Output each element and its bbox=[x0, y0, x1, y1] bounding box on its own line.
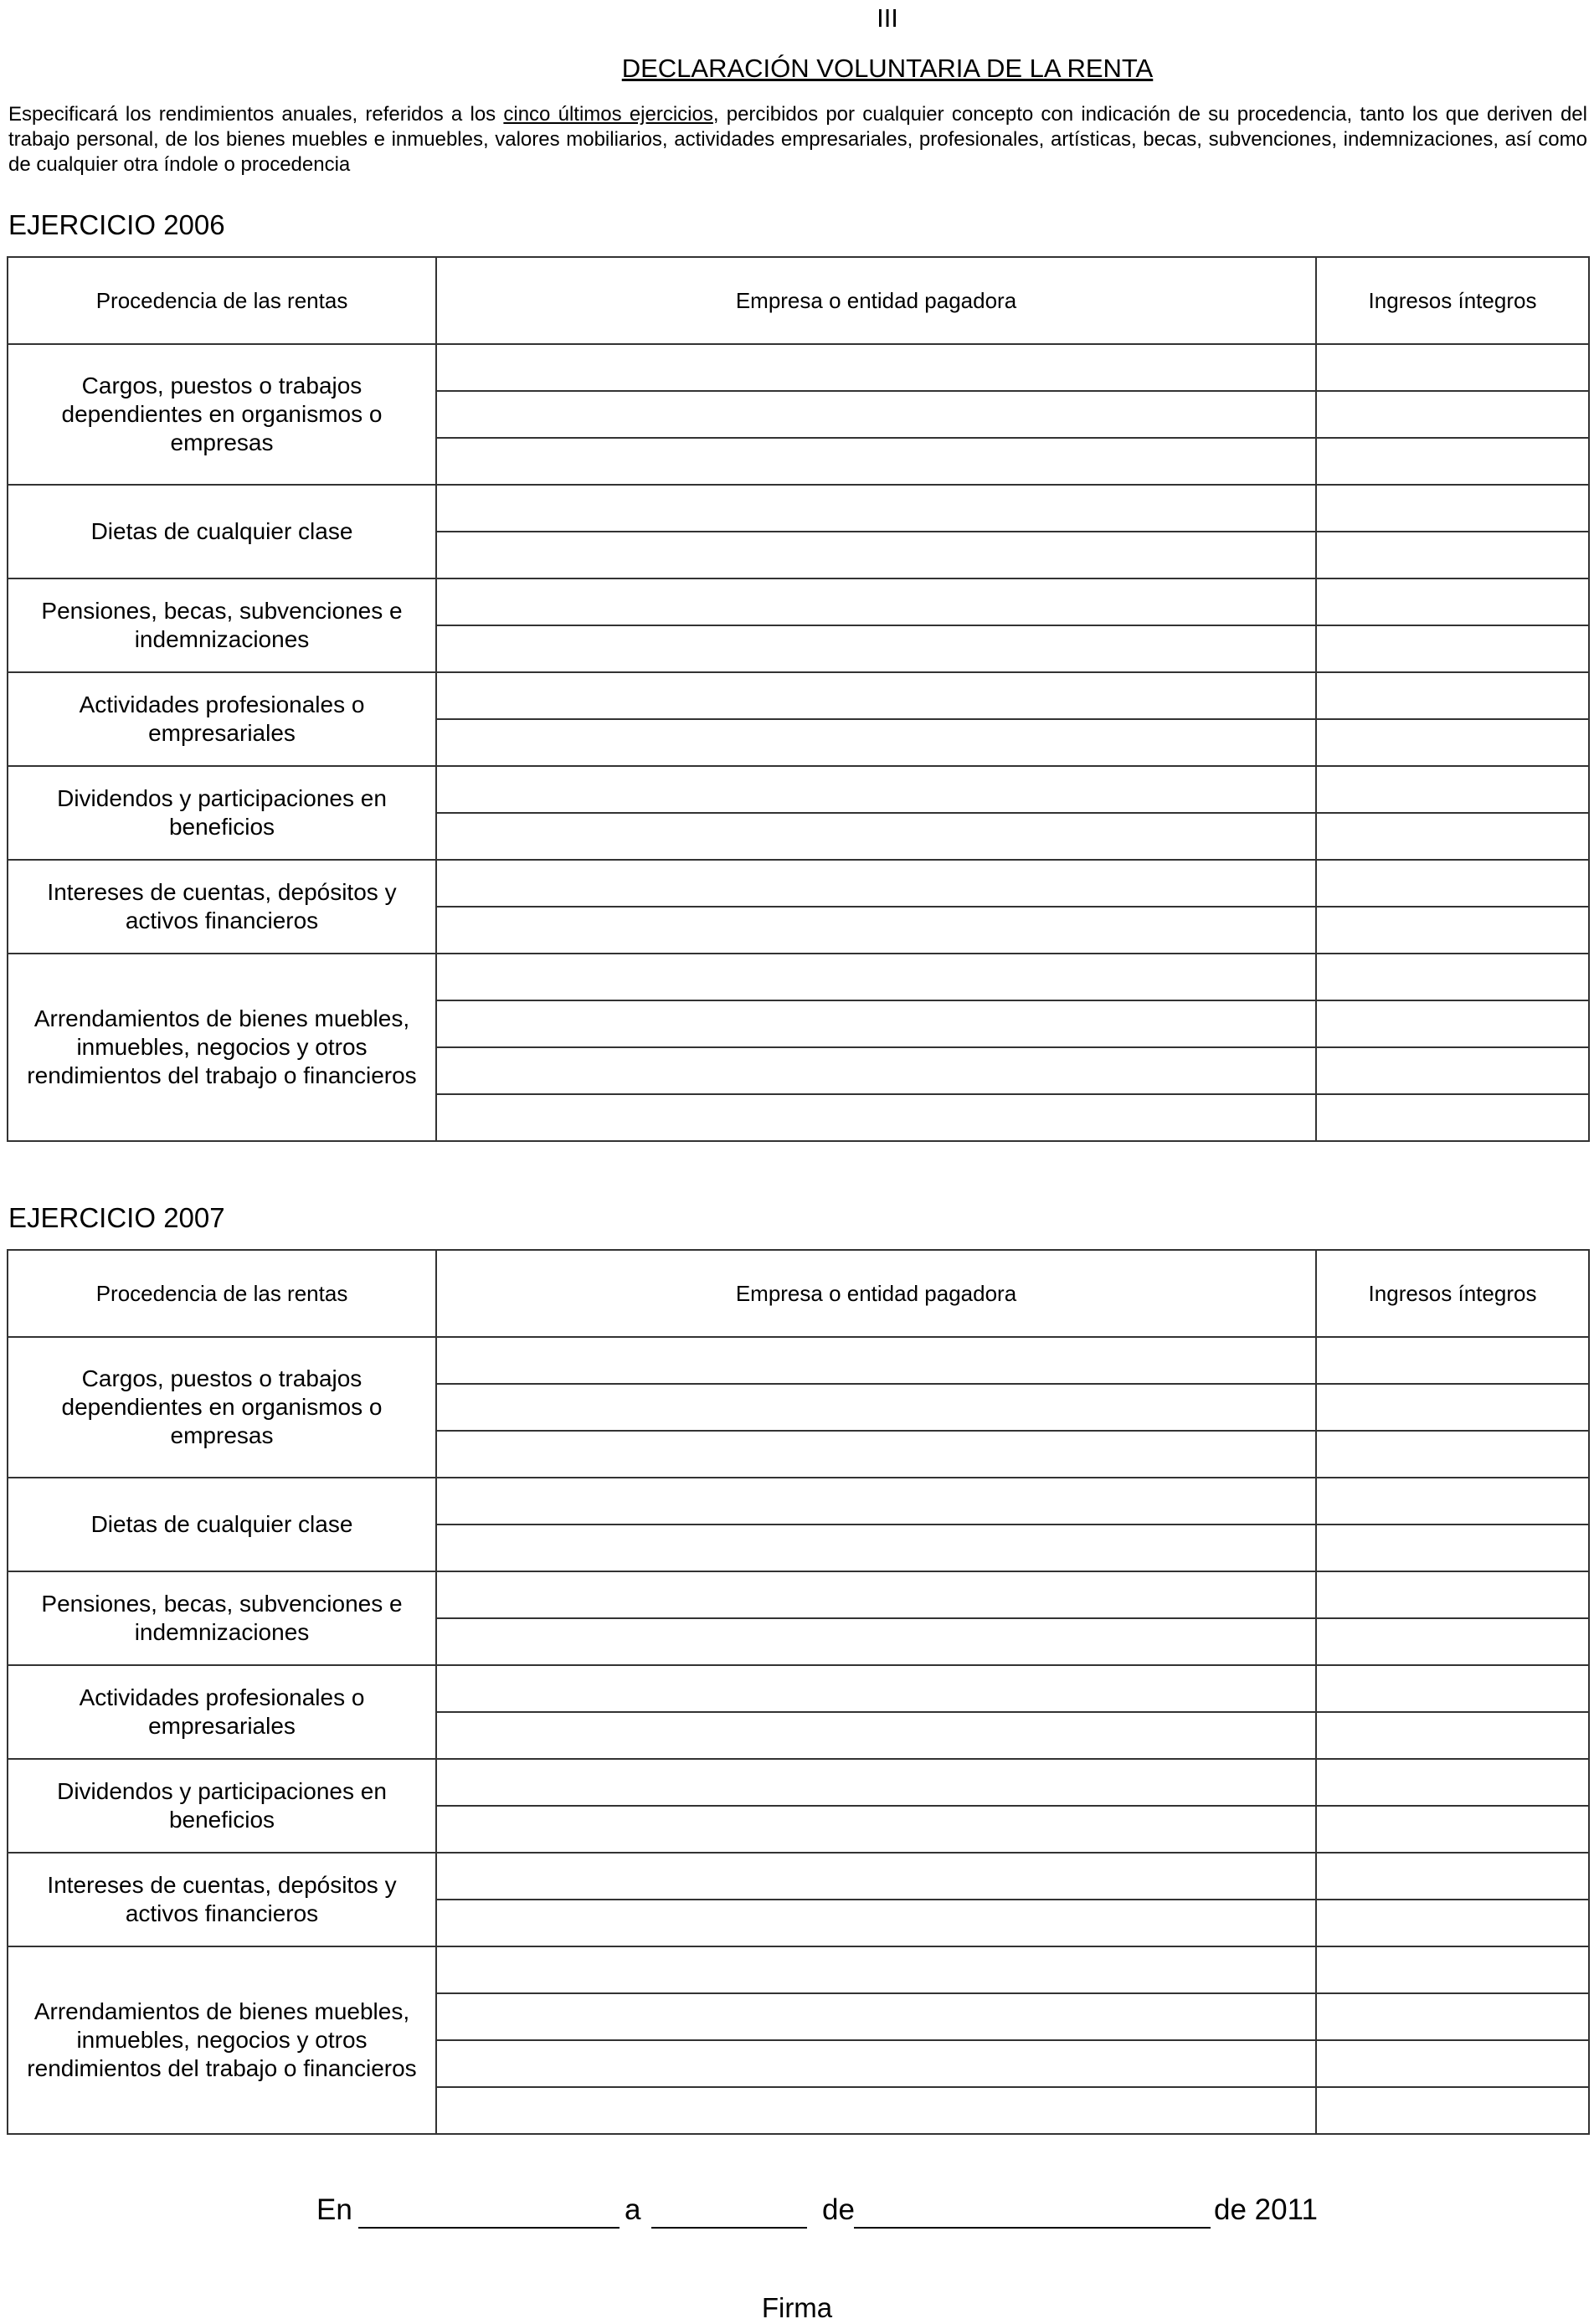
empresa-input-cell[interactable] bbox=[436, 1712, 1316, 1759]
ingresos-input-cell[interactable] bbox=[1316, 2087, 1589, 2134]
empresa-input-cell[interactable] bbox=[436, 1478, 1316, 1524]
document-title: DECLARACIÓN VOLUNTARIA DE LA RENTA bbox=[621, 54, 1154, 83]
ingresos-input-cell[interactable] bbox=[1316, 1712, 1589, 1759]
table-row bbox=[8, 485, 1589, 532]
ingresos-input-cell[interactable] bbox=[1316, 625, 1589, 672]
empresa-input-cell[interactable] bbox=[436, 1524, 1316, 1571]
empresa-input-cell[interactable] bbox=[436, 1665, 1316, 1712]
table-row bbox=[8, 672, 1589, 719]
empresa-input-cell[interactable] bbox=[436, 578, 1316, 625]
ingresos-input-cell[interactable] bbox=[1316, 532, 1589, 578]
ingresos-input-cell[interactable] bbox=[1316, 1478, 1589, 1524]
category-label: Intereses de cuentas, depósitos y activos financieros bbox=[8, 860, 436, 954]
empresa-input-cell[interactable] bbox=[436, 1853, 1316, 1900]
section-roman-numeral: III bbox=[877, 3, 898, 33]
col-header-empresa: Empresa o entidad pagadora bbox=[436, 1250, 1316, 1337]
ingresos-input-cell[interactable] bbox=[1316, 954, 1589, 1000]
table-row bbox=[8, 766, 1589, 813]
ingresos-input-cell[interactable] bbox=[1316, 1571, 1589, 1618]
category-label: Arrendamientos de bienes muebles, inmuebles, negocios y otros rendimientos del trabajo o financieros bbox=[8, 954, 436, 1141]
ejercicio-2007-label: EJERCICIO 2007 bbox=[8, 1202, 225, 1233]
category-label: Cargos, puestos o trabajos dependientes en organismos o empresas bbox=[8, 1337, 436, 1478]
empresa-input-cell[interactable] bbox=[436, 625, 1316, 672]
empresa-input-cell[interactable] bbox=[436, 391, 1316, 438]
ingresos-input-cell[interactable] bbox=[1316, 766, 1589, 813]
ingresos-input-cell[interactable] bbox=[1316, 1993, 1589, 2040]
category-label: Actividades profesionales o empresariales bbox=[8, 1665, 436, 1759]
ejercicio-2006-label: EJERCICIO 2006 bbox=[8, 209, 225, 240]
empresa-input-cell[interactable] bbox=[436, 438, 1316, 485]
intro-paragraph bbox=[8, 102, 1587, 177]
ingresos-input-cell[interactable] bbox=[1316, 344, 1589, 391]
ingresos-input-cell[interactable] bbox=[1316, 1900, 1589, 1946]
ingresos-input-cell[interactable] bbox=[1316, 2040, 1589, 2087]
col-header-empresa: Empresa o entidad pagadora bbox=[436, 257, 1316, 344]
ingresos-input-cell[interactable] bbox=[1316, 860, 1589, 907]
category-label: Pensiones, becas, subvenciones e indemnizaciones bbox=[8, 578, 436, 672]
empresa-input-cell[interactable] bbox=[436, 1571, 1316, 1618]
footer-year-label: de 2011 bbox=[1214, 2193, 1318, 2226]
empresa-input-cell[interactable] bbox=[436, 2087, 1316, 2134]
footer-a-label: a bbox=[625, 2193, 641, 2226]
category-label: Dietas de cualquier clase bbox=[8, 1478, 436, 1571]
col-header-procedencia: Procedencia de las rentas bbox=[8, 257, 436, 344]
footer-en-label: En bbox=[316, 2193, 352, 2226]
table-row bbox=[8, 1571, 1589, 1618]
col-header-procedencia: Procedencia de las rentas bbox=[8, 1250, 436, 1337]
ingresos-input-cell[interactable] bbox=[1316, 1853, 1589, 1900]
ingresos-input-cell[interactable] bbox=[1316, 719, 1589, 766]
empresa-input-cell[interactable] bbox=[436, 672, 1316, 719]
empresa-input-cell[interactable] bbox=[436, 1900, 1316, 1946]
table-row bbox=[8, 954, 1589, 1000]
intro-text-start: Especificará los rendimientos anuales, referidos a los bbox=[8, 103, 504, 126]
intro-underlined-text: cinco últimos ejercicios bbox=[503, 103, 713, 126]
empresa-input-cell[interactable] bbox=[436, 813, 1316, 860]
ingresos-input-cell[interactable] bbox=[1316, 672, 1589, 719]
table-header-row bbox=[8, 1250, 1589, 1337]
category-label: Pensiones, becas, subvenciones e indemnizaciones bbox=[8, 1571, 436, 1665]
ingresos-input-cell[interactable] bbox=[1316, 1337, 1589, 1384]
ingresos-input-cell[interactable] bbox=[1316, 1047, 1589, 1094]
ingresos-input-cell[interactable] bbox=[1316, 1384, 1589, 1431]
category-label: Dividendos y participaciones en beneficios bbox=[8, 1759, 436, 1853]
ingresos-input-cell[interactable] bbox=[1316, 485, 1589, 532]
empresa-input-cell[interactable] bbox=[436, 485, 1316, 532]
empresa-input-cell[interactable] bbox=[436, 532, 1316, 578]
empresa-input-cell[interactable] bbox=[436, 1618, 1316, 1665]
empresa-input-cell[interactable] bbox=[436, 1094, 1316, 1141]
table-row bbox=[8, 1759, 1589, 1806]
empresa-input-cell[interactable] bbox=[436, 1384, 1316, 1431]
category-label: Dividendos y participaciones en beneficios bbox=[8, 766, 436, 860]
empresa-input-cell[interactable] bbox=[436, 1993, 1316, 2040]
category-label: Dietas de cualquier clase bbox=[8, 485, 436, 578]
table-row bbox=[8, 1946, 1589, 1993]
empresa-input-cell[interactable] bbox=[436, 1047, 1316, 1094]
table-row bbox=[8, 578, 1589, 625]
firma-label: Firma bbox=[761, 2292, 833, 2323]
day-blank-field[interactable] bbox=[651, 2227, 807, 2229]
intro-text-end: , percibidos por cualquier concepto con indicación de su procedencia, tanto los que deriven del trabajo personal, de los bienes muebles e inmuebles, valores mobiliarios, actividades empresariales, profesionales, artísticas, becas, subvenciones, indemnizaciones, así como de cualquier otra índole o procedencia bbox=[8, 103, 1587, 176]
empresa-input-cell[interactable] bbox=[436, 860, 1316, 907]
ingresos-input-cell[interactable] bbox=[1316, 1094, 1589, 1141]
table-header-row bbox=[8, 257, 1589, 344]
ingresos-input-cell[interactable] bbox=[1316, 1618, 1589, 1665]
month-blank-field[interactable] bbox=[854, 2227, 1211, 2229]
empresa-input-cell[interactable] bbox=[436, 1806, 1316, 1853]
ingresos-input-cell[interactable] bbox=[1316, 1431, 1589, 1478]
category-label: Intereses de cuentas, depósitos y activos financieros bbox=[8, 1853, 436, 1946]
ingresos-input-cell[interactable] bbox=[1316, 1665, 1589, 1712]
category-label: Arrendamientos de bienes muebles, inmuebles, negocios y otros rendimientos del trabajo o financieros bbox=[8, 1946, 436, 2134]
place-blank-field[interactable] bbox=[358, 2227, 620, 2229]
ingresos-input-cell[interactable] bbox=[1316, 1806, 1589, 1853]
ingresos-input-cell[interactable] bbox=[1316, 438, 1589, 485]
empresa-input-cell[interactable] bbox=[436, 1000, 1316, 1047]
empresa-input-cell[interactable] bbox=[436, 954, 1316, 1000]
empresa-input-cell[interactable] bbox=[436, 907, 1316, 954]
ingresos-input-cell[interactable] bbox=[1316, 578, 1589, 625]
table-row bbox=[8, 860, 1589, 907]
table-row bbox=[8, 1665, 1589, 1712]
ejercicio-2007-table bbox=[7, 1249, 1590, 2135]
empresa-input-cell[interactable] bbox=[436, 1946, 1316, 1993]
table-row bbox=[8, 1478, 1589, 1524]
category-label: Actividades profesionales o empresariales bbox=[8, 672, 436, 766]
ingresos-input-cell[interactable] bbox=[1316, 1946, 1589, 1993]
col-header-ingresos: Ingresos íntegros bbox=[1316, 257, 1589, 344]
ingresos-input-cell[interactable] bbox=[1316, 1000, 1589, 1047]
table-row bbox=[8, 1853, 1589, 1900]
footer-de-label: de bbox=[822, 2193, 855, 2226]
col-header-ingresos: Ingresos íntegros bbox=[1316, 1250, 1589, 1337]
empresa-input-cell[interactable] bbox=[436, 1337, 1316, 1384]
table-row bbox=[8, 1337, 1589, 1384]
ejercicio-2006-table bbox=[7, 256, 1590, 1142]
empresa-input-cell[interactable] bbox=[436, 719, 1316, 766]
ingresos-input-cell[interactable] bbox=[1316, 907, 1589, 954]
ingresos-input-cell[interactable] bbox=[1316, 813, 1589, 860]
table-row bbox=[8, 344, 1589, 391]
ingresos-input-cell[interactable] bbox=[1316, 1524, 1589, 1571]
ingresos-input-cell[interactable] bbox=[1316, 1759, 1589, 1806]
empresa-input-cell[interactable] bbox=[436, 1759, 1316, 1806]
empresa-input-cell[interactable] bbox=[436, 766, 1316, 813]
empresa-input-cell[interactable] bbox=[436, 344, 1316, 391]
ingresos-input-cell[interactable] bbox=[1316, 391, 1589, 438]
category-label: Cargos, puestos o trabajos dependientes en organismos o empresas bbox=[8, 344, 436, 485]
empresa-input-cell[interactable] bbox=[436, 1431, 1316, 1478]
empresa-input-cell[interactable] bbox=[436, 2040, 1316, 2087]
